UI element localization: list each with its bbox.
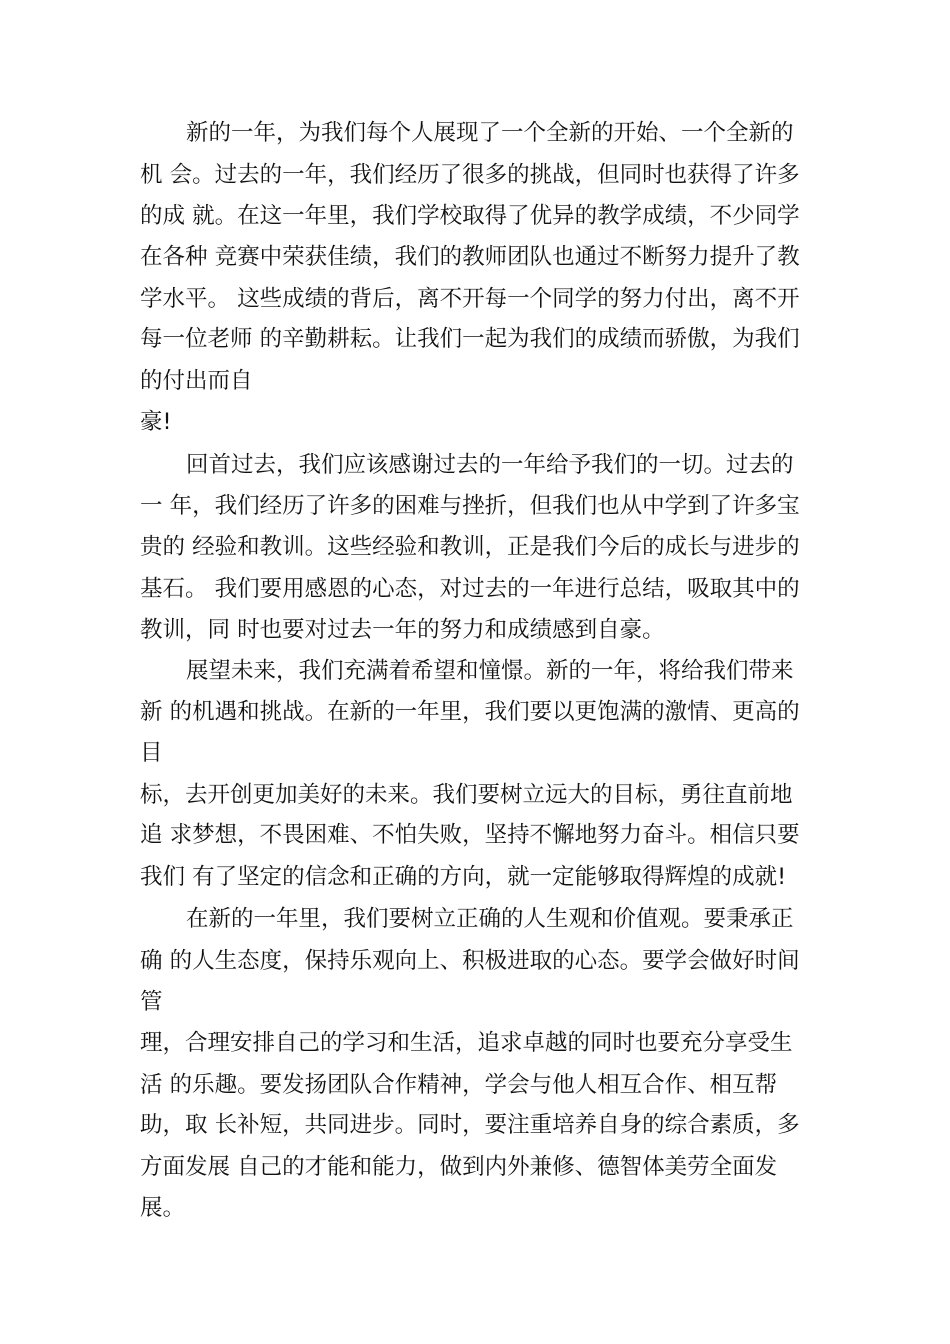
text-line: 回首过去，我们应该感谢过去的一年给予我们的一切。过去的 bbox=[186, 452, 794, 478]
text-line: 基石。 我们要用感恩的心态，对过去的一年进行总结，吸取其中的 bbox=[140, 576, 800, 602]
text-line: 学水平。 这些成绩的背后，离不开每一个同学的努力付出，离不开 bbox=[140, 286, 800, 312]
text-line: 助，取 长补短，共同进步。同时，要注重培养自身的综合素质，多 bbox=[140, 1112, 800, 1138]
text-line: 一 年，我们经历了许多的困难与挫折，但我们也从中学到了许多宝 bbox=[140, 493, 800, 519]
text-line: 标，去开创更加美好的未来。我们要树立远大的目标，勇往直前地 bbox=[140, 782, 793, 808]
text-line: 豪! bbox=[140, 409, 172, 435]
text-line: 机 会。过去的一年，我们经历了很多的挑战，但同时也获得了许多 bbox=[140, 162, 800, 188]
text-line: 在新的一年里，我们要树立正确的人生观和价值观。要秉承正 bbox=[186, 906, 794, 932]
text-line: 追 求梦想，不畏困难、不怕失败，坚持不懈地努力奋斗。相信只要 bbox=[140, 822, 800, 848]
text-line: 展。 bbox=[140, 1195, 186, 1221]
text-line: 贵的 经验和教训。这些经验和教训，正是我们今后的成长与进步的 bbox=[140, 534, 800, 560]
text-line: 活 的乐趣。要发扬团队合作精神，学会与他人相互合作、相互帮 bbox=[140, 1072, 778, 1098]
text-line: 确 的人生态度，保持乐观向上、积极进取的心态。要学会做好时间 bbox=[140, 948, 800, 974]
text-line: 我们 有了坚定的信念和正确的方向，就一定能够取得辉煌的成就! bbox=[140, 864, 787, 890]
text-line: 管 bbox=[140, 989, 163, 1015]
text-line: 新的一年，为我们每个人展现了一个全新的开始、一个全新的 bbox=[186, 120, 794, 146]
text-line: 方面发展 自己的才能和能力，做到内外兼修、德智体美劳全面发 bbox=[140, 1154, 778, 1180]
text-line: 的付出而自 bbox=[140, 368, 253, 394]
text-line: 新 的机遇和挑战。在新的一年里，我们要以更饱满的激情、更高的 bbox=[140, 699, 800, 725]
text-line: 的成 就。在这一年里，我们学校取得了优异的教学成绩，不少同学 bbox=[140, 203, 800, 229]
text-line: 教训，同 时也要对过去一年的努力和成绩感到自豪。 bbox=[140, 617, 665, 643]
text-line: 在各种 竞赛中荣获佳绩，我们的教师团队也通过不断努力提升了教 bbox=[140, 244, 800, 270]
text-line: 展望未来，我们充满着希望和憧憬。新的一年，将给我们带来 bbox=[186, 658, 794, 684]
text-line: 每一位老师 的辛勤耕耘。让我们一起为我们的成绩而骄傲，为我们 bbox=[140, 326, 800, 352]
text-line: 理，合理安排自己的学习和生活，追求卓越的同时也要充分享受生 bbox=[140, 1030, 793, 1056]
text-line: 目 bbox=[140, 740, 163, 766]
